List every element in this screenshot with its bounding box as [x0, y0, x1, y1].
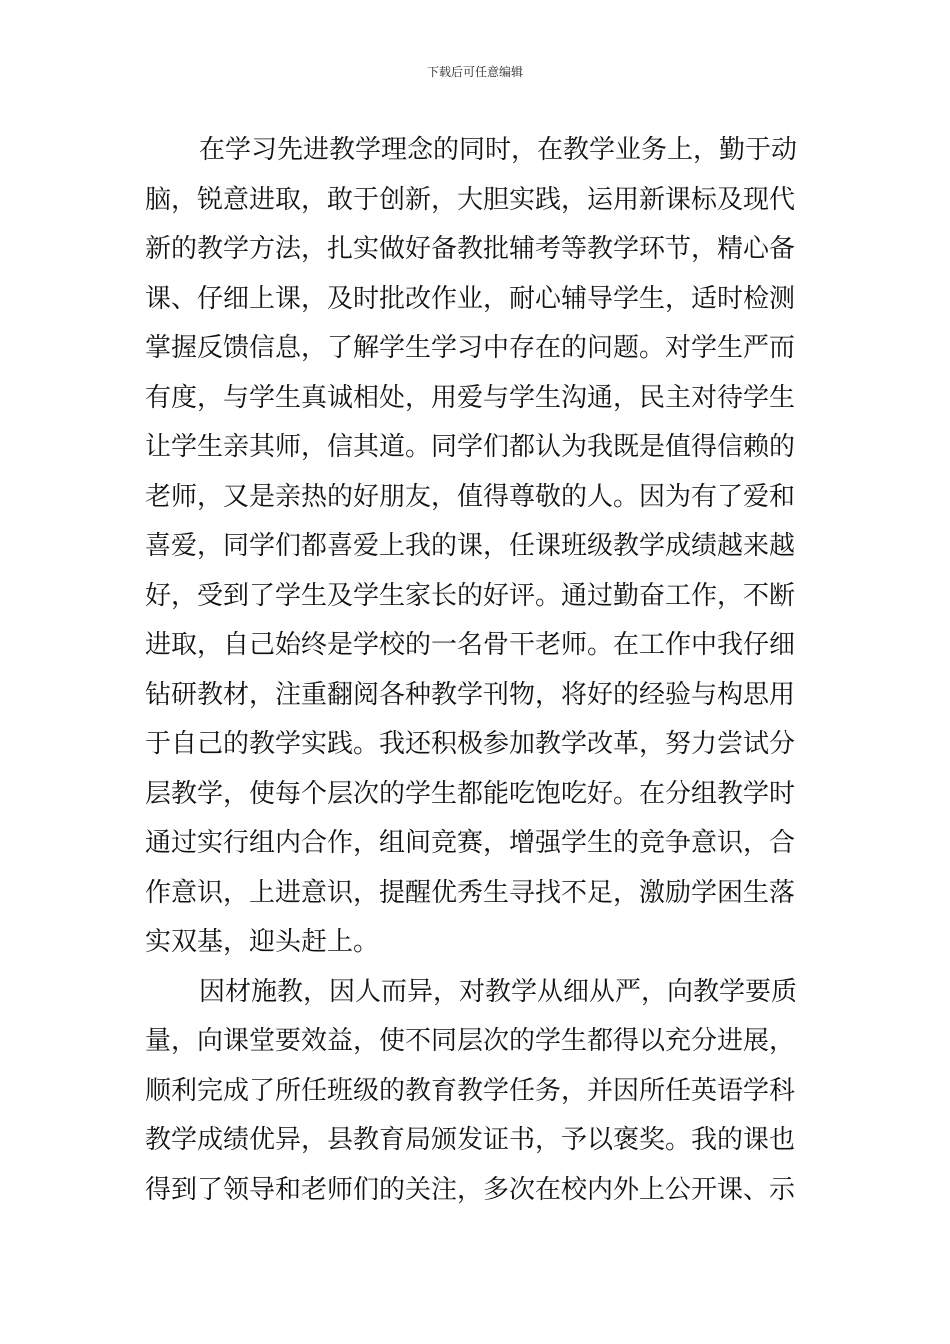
text-line: 顺利完成了所任班级的教育教学任务，并因所任英语学科 [145, 1075, 796, 1106]
text-line: 新的教学方法，扎实做好备教批辅考等教学环节，精心备 [145, 234, 796, 264]
paragraph-1 [145, 126, 810, 968]
text-line: 有度，与学生真诚相处，用爱与学生沟通，民主对待学生 [145, 382, 796, 413]
text-line: 教学成绩优异，县教育局颁发证书，予以褒奖。我的课也 [145, 1125, 796, 1155]
text-line: 实双基，迎头赶上。 [145, 927, 380, 957]
text-line: 于自己的教学实践。我还积极参加教学改革，努力尝试分 [145, 729, 796, 759]
text-line: 在学习先进教学理念的同时，在教学业务上，勤于动 [199, 135, 798, 165]
text-line: 钻研教材，注重翻阅各种教学刊物，将好的经验与构思用 [145, 679, 796, 710]
text-line: 得到了领导和老师们的关注，多次在校内外上公开课、示 [145, 1174, 796, 1205]
text-line: 掌握反馈信息，了解学生学习中存在的问题。对学生严而 [145, 333, 796, 363]
text-line: 层教学，使每个层次的学生都能吃饱吃好。在分组教学时 [145, 778, 796, 809]
paragraph-2 [145, 968, 810, 1216]
text-line: 课、仔细上课，及时批改作业，耐心辅导学生，适时检测 [145, 283, 796, 314]
text-line: 老师，又是亲热的好朋友，值得尊敬的人。因为有了爱和 [145, 481, 796, 512]
page-header: 下载后可任意编辑 [426, 65, 523, 79]
text-line: 好，受到了学生及学生家长的好评。通过勤奋工作，不断 [145, 580, 796, 611]
text-line: 作意识，上进意识，提醒优秀生寻找不足，激励学困生落 [145, 877, 796, 908]
document-body [145, 126, 810, 1215]
text-line: 进取，自己始终是学校的一名骨干老师。在工作中我仔细 [145, 630, 796, 660]
text-line: 喜爱，同学们都喜爱上我的课，任课班级教学成绩越来越 [145, 531, 796, 561]
text-line: 通过实行组内合作，组间竞赛，增强学生的竞争意识，合 [145, 828, 796, 858]
text-line: 因材施教，因人而异，对教学从细从严，向教学要质 [199, 976, 798, 1007]
text-line: 让学生亲其师，信其道。同学们都认为我既是值得信赖的 [145, 432, 796, 462]
text-line: 量，向课堂要效益，使不同层次的学生都得以充分进展， [145, 1026, 796, 1056]
text-line: 脑，锐意进取，敢于创新，大胆实践，运用新课标及现代 [145, 184, 796, 215]
